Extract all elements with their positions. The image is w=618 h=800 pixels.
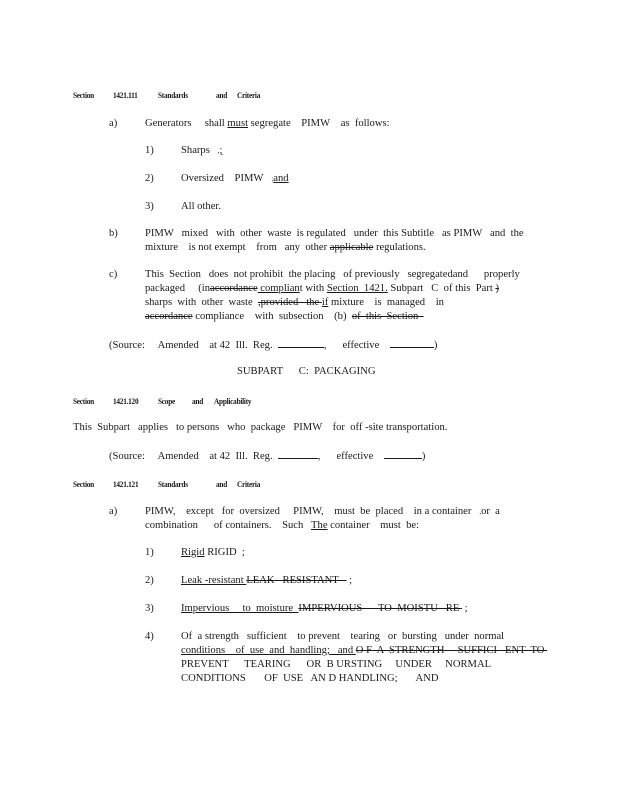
- item-text: Sharps ,;: [181, 145, 223, 156]
- paragraph-c-line: sharps with other waste ,provided the if mixture is managed in: [145, 297, 444, 308]
- section-number: 1421.111: [113, 90, 138, 100]
- subpart-heading: SUBPART C: PACKAGING: [237, 366, 376, 377]
- item-text: Leak -resistant LEAK RESISTANT ;: [181, 575, 353, 586]
- paragraph-marker: c): [109, 269, 118, 280]
- item-marker: 2): [145, 575, 154, 586]
- item-text: CONDITIONS OF USE AN D HANDLING; AND: [181, 673, 439, 684]
- item-text: All other.: [181, 201, 222, 212]
- paragraph-marker: a): [109, 118, 118, 129]
- section-title-word: and: [216, 479, 228, 489]
- section-title-word: and: [216, 90, 228, 100]
- item-marker: 1): [145, 547, 154, 558]
- section-title-word: Standards: [158, 479, 188, 489]
- section-number: 1421.121: [113, 479, 139, 489]
- section-number: 1421.120: [113, 396, 139, 406]
- section-label: Section: [73, 90, 94, 100]
- section-title-word: Criteria: [237, 479, 261, 489]
- item-text: Of a strength sufficient to prevent tearing or bursting under normal: [181, 631, 505, 642]
- item-marker: 3): [145, 201, 154, 212]
- item-text: Rigid RIGID ;: [181, 547, 245, 558]
- section-title-word: and: [192, 396, 204, 406]
- paragraph-text: This Subpart applies to persons who package PIMW for off -site transportation.: [73, 422, 448, 433]
- paragraph-b-line: mixture is not exempt from any other applicable regulations.: [145, 242, 426, 253]
- section-title-word: Standards: [158, 90, 188, 100]
- source-note: (Source: Amended at 42 Ill. Reg. , effective ): [109, 340, 438, 351]
- section-title-word: Criteria: [237, 90, 261, 100]
- source-note: (Source: Amended at 42 Ill. Reg. , effective ): [109, 451, 426, 462]
- item-marker: 1): [145, 145, 154, 156]
- section-title-word: Scope: [158, 396, 175, 406]
- paragraph-b-line: PIMW mixed with other waste is regulated under this Subtitle as PIMW and the: [145, 228, 524, 239]
- paragraph-c-line: accordance compliance with subsection (b) of this Section: [145, 311, 424, 322]
- section-label: Section: [73, 396, 94, 406]
- item-text: conditions of use and handling; and O F A STRENGTH SUFFICI ENT TO: [181, 645, 548, 656]
- paragraph-marker: b): [109, 228, 118, 239]
- item-text: Oversized PIMW ;and: [181, 173, 289, 184]
- item-marker: 3): [145, 603, 154, 614]
- item-text: PREVENT TEARING OR B URSTING UNDER NORMAL: [181, 659, 492, 670]
- section-title-word: Applicability: [214, 396, 252, 406]
- item-text: Impervious to moisture IMPERVIOUS TO MOISTU RE ;: [181, 603, 468, 614]
- paragraph-c-line: This Section does not prohibit the placing of previously segregatedand properly: [145, 269, 520, 280]
- item-marker: 4): [145, 631, 154, 642]
- paragraph-c-line: packaged (inaccordance compliant with Section 1421. Subpart C of this Part ): [145, 283, 499, 294]
- paragraph-a-line: PIMW, except for oversized PIMW, must be placed in a container ,or a: [145, 506, 500, 517]
- paragraph-marker: a): [109, 506, 118, 517]
- paragraph-a-line: combination of containers. Such The container must be:: [145, 520, 420, 531]
- paragraph-a-text: Generators shall must segregate PIMW as follows:: [145, 118, 390, 129]
- section-label: Section: [73, 479, 94, 489]
- item-marker: 2): [145, 173, 154, 184]
